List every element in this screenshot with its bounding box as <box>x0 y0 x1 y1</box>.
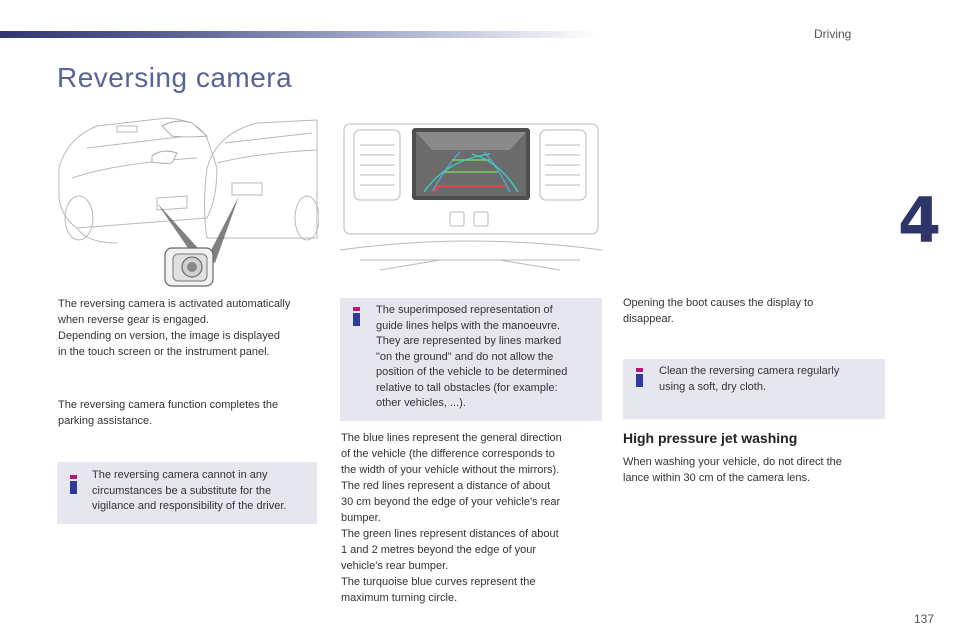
text-line: They are represented by lines marked <box>376 335 562 347</box>
text-line: when reverse gear is engaged. <box>58 314 210 326</box>
text-line: other vehicles, ...). <box>376 397 466 409</box>
info-icon <box>353 307 360 326</box>
text-line: vehicle's rear bumper. <box>341 560 449 572</box>
jet-washing-paragraph <box>623 454 885 486</box>
text-line: position of the vehicle to be determined <box>376 366 568 378</box>
info-icon <box>636 368 643 387</box>
text-line: lance within 30 cm of the camera lens. <box>623 472 811 484</box>
text-line: The red lines represent a distance of about <box>341 480 551 492</box>
text-line: relative to tall obstacles (for example: <box>376 381 558 394</box>
text-line: Opening the boot causes the display to <box>623 297 814 309</box>
text-line: When washing your vehicle, do not direct the <box>623 456 842 468</box>
text-line: 1 and 2 metres beyond the edge of your <box>341 544 537 556</box>
text-line: circumstances be a substitute for the <box>92 484 272 497</box>
text-line: 30 cm beyond the edge of your vehicle's rear <box>341 496 561 508</box>
page-number: 137 <box>914 612 935 626</box>
text-line: vigilance and responsibility of the driver. <box>92 500 287 512</box>
camera-cleaning-note <box>623 359 885 419</box>
text-line: Depending on version, the image is displayed <box>58 330 280 342</box>
text-line: maximum turning circle. <box>341 592 458 604</box>
jet-washing-heading: High pressure jet washing <box>623 430 798 446</box>
parking-assistance-paragraph <box>58 397 328 429</box>
chapter-number: 4 <box>898 184 942 257</box>
text-line: bumper. <box>341 512 381 524</box>
text-line: The superimposed representation of <box>376 304 553 316</box>
info-icon <box>70 475 77 494</box>
driver-responsibility-note <box>57 462 317 524</box>
text-line: The reversing camera is activated automatically <box>58 298 291 310</box>
text-line: of the vehicle (the difference corresponds to <box>341 448 555 460</box>
text-line: Clean the reversing camera regularly <box>659 365 840 377</box>
text-line: disappear. <box>623 313 674 325</box>
intro-paragraph <box>58 296 328 360</box>
line-colours-paragraph <box>341 430 603 606</box>
text-line: The reversing camera function completes the <box>58 399 279 411</box>
dashboard-screen-illustration <box>340 120 602 280</box>
page-title: Reversing camera <box>57 62 293 93</box>
header-gradient-bar <box>0 31 600 38</box>
text-line: The turquoise blue curves represent the <box>341 576 536 588</box>
text-line: guide lines helps with the manoeuvre. <box>376 319 561 332</box>
section-title: Driving <box>814 27 852 41</box>
text-line: The blue lines represent the general direction <box>341 432 562 444</box>
rear-car-illustration <box>57 108 319 288</box>
text-line: parking assistance. <box>58 415 153 427</box>
text-line: using a soft, dry cloth. <box>659 380 766 393</box>
text-line: the width of your vehicle without the mirrors). <box>341 464 560 476</box>
text-line: in the touch screen or the instrument panel. <box>58 346 270 358</box>
boot-opening-paragraph <box>623 295 885 327</box>
text-line: "on the ground" and do not allow the <box>376 350 554 363</box>
text-line: The green lines represent distances of about <box>341 528 559 540</box>
guide-lines-note <box>340 298 602 421</box>
text-line: The reversing camera cannot in any <box>92 469 268 481</box>
